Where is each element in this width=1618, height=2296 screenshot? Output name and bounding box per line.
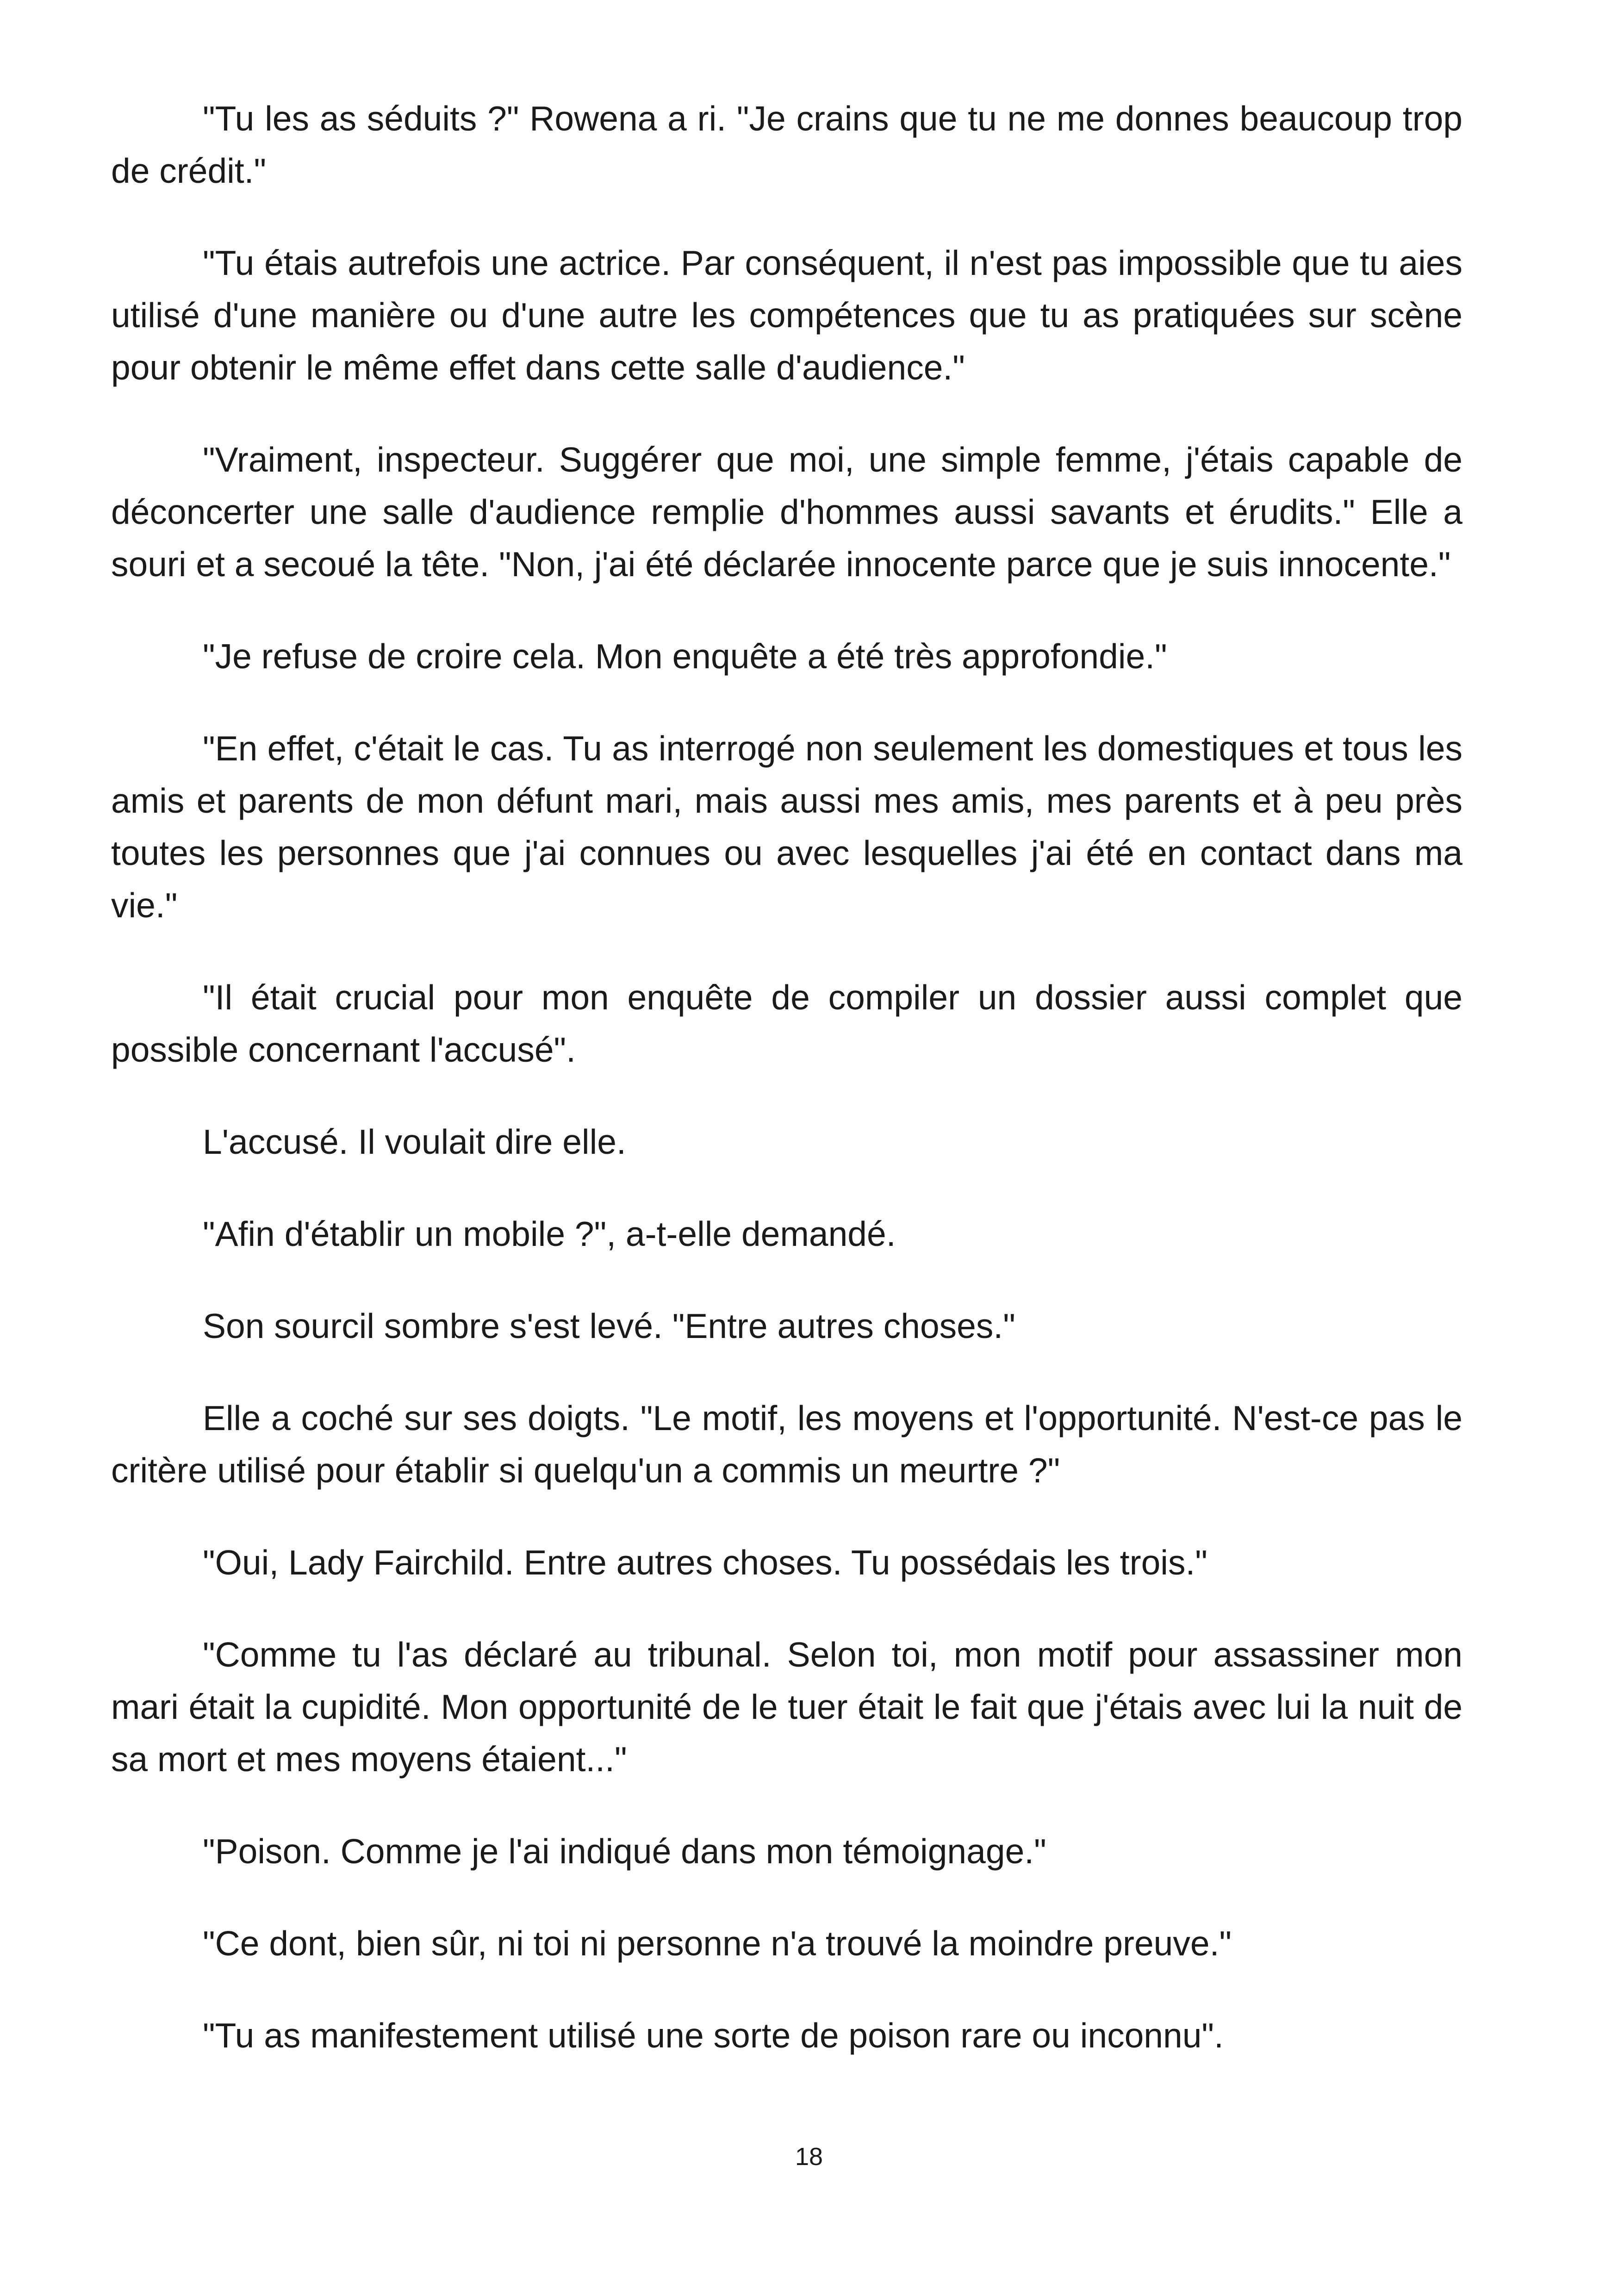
paragraph-4: "Je refuse de croire cela. Mon enquête a été très approfondie." bbox=[203, 637, 1167, 676]
document-page bbox=[111, 93, 1462, 2102]
paragraph-7: L'accusé. Il voulait dire elle. bbox=[203, 1122, 626, 1161]
paragraph-14: "Ce dont, bien sûr, ni toi ni personne n'a trouvé la moindre preuve." bbox=[203, 1924, 1232, 1963]
paragraph-8: "Afin d'établir un mobile ?", a-t-elle demandé. bbox=[203, 1214, 896, 1253]
page-number: 18 bbox=[795, 2143, 823, 2171]
paragraph-15: "Tu as manifestement utilisé une sorte de poison rare ou inconnu". bbox=[203, 2016, 1224, 2055]
paragraph-9: Son sourcil sombre s'est levé. "Entre autres choses." bbox=[203, 1307, 1015, 1345]
paragraph-6: "Il était crucial pour mon enquête de compiler un dossier aussi complet que possible concernant l'accusé". bbox=[111, 978, 1462, 1069]
paragraph-11: "Oui, Lady Fairchild. Entre autres choses. Tu possédais les trois." bbox=[203, 1543, 1207, 1582]
paragraph-10: Elle a coché sur ses doigts. "Le motif, les moyens et l'opportunité. N'est-ce pas le critère utilisé pour établir si quelqu'un a commis un meurtre ?" bbox=[111, 1399, 1462, 1490]
paragraph-3: "Vraiment, inspecteur. Suggérer que moi, une simple femme, j'étais capable de déconcerter une salle d'audience remplie d'hommes aussi savants et érudits." Elle a souri et a secoué la tête. "Non, j'ai été déclarée innocente parce que je suis innocente." bbox=[111, 440, 1462, 584]
paragraph-2: "Tu étais autrefois une actrice. Par conséquent, il n'est pas impossible que tu aies utilisé d'une manière ou d'une autre les compétences que tu as pratiquées sur scène pour obtenir le même effet dans cette salle d'audience." bbox=[111, 243, 1462, 387]
paragraph-12: "Comme tu l'as déclaré au tribunal. Selon toi, mon motif pour assassiner mon mari était la cupidité. Mon opportunité de le tuer était le fait que j'étais avec lui la nuit de sa mort et mes moyens étaient..." bbox=[111, 1635, 1462, 1779]
paragraph-5: "En effet, c'était le cas. Tu as interrogé non seulement les domestiques et tous les amis et parents de mon défunt mari, mais aussi mes amis, mes parents et à peu près toutes les personnes que j'ai connues ou avec lesquelles j'ai été en contact dans ma vie." bbox=[111, 729, 1462, 925]
paragraph-13: "Poison. Comme je l'ai indiqué dans mon témoignage." bbox=[203, 1832, 1046, 1871]
paragraph-1: "Tu les as séduits ?" Rowena a ri. "Je crains que tu ne me donnes beaucoup trop de crédit." bbox=[111, 99, 1462, 190]
